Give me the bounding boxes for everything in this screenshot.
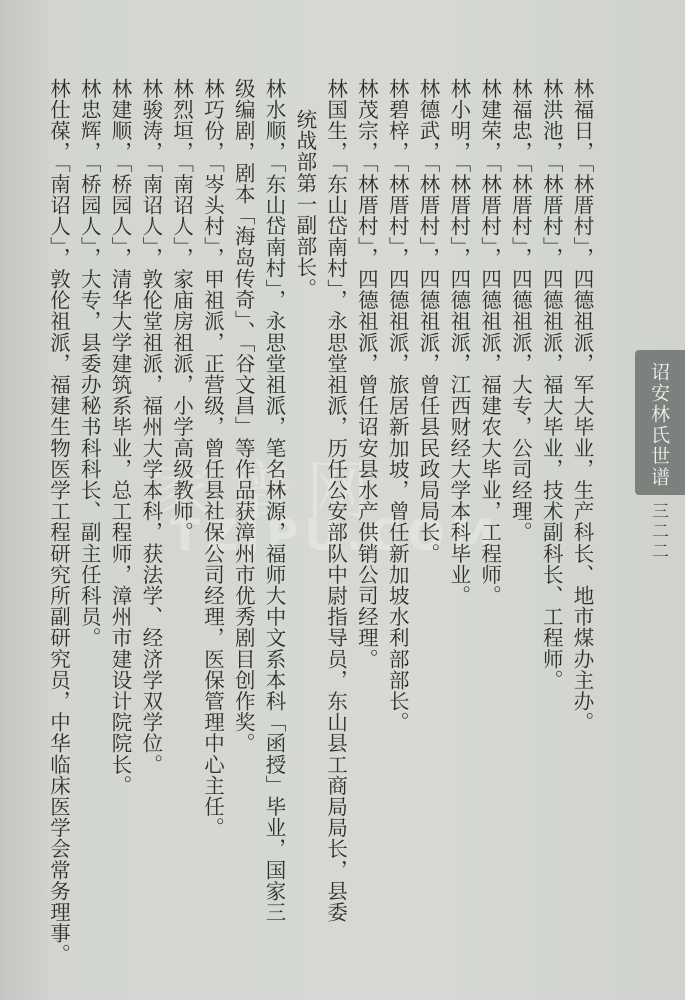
watermark-url: TZJPU.COM <box>170 510 501 561</box>
entry-9: 林国生，「东山岱南村」，永思堂祖派，历任公安部队中尉指导员，东山县工商局局长，县委 <box>323 78 348 923</box>
book-title: 诏安林氏世谱 <box>648 362 670 488</box>
entry-13: 林骏涛，「南诏人」，敦伦堂祖派，福州大学本科，获法学、经济学双学位。 <box>138 78 163 775</box>
entry-3: 林福忠，「林厝村」，四德祖派，大专，公司经理。 <box>508 78 533 543</box>
entry-12: 林烈垣，「南诏人」，家庙房祖派，小学高级教师。 <box>169 78 194 543</box>
entry-4: 林建荣，「林厝村」，四德祖派，福建农大毕业，工程师。 <box>477 78 502 607</box>
genealogy-text <box>43 78 597 978</box>
entry-8: 林茂宗，「林厝村」，四德祖派，曾任诏安县水产供销公司经理。 <box>354 78 379 670</box>
entry-14: 林建顺，「桥园人」，清华大学建筑系毕业，总工程师，漳州市建设计院院长。 <box>108 78 133 796</box>
entry-1: 林福日，「林厝村」，四德祖派，军大毕业，生产科长、地市煤办主办。 <box>570 78 594 733</box>
entry-15: 林忠辉，「桥园人」，大专，县委办秘书科科长、副主任科员。 <box>77 78 102 649</box>
watermark: 家谱网 <box>150 455 384 529</box>
entry-10-continuation: 级编剧，剧本「海岛传奇」、「谷文昌」等作品获漳州市优秀剧目创作奖。 <box>231 78 256 754</box>
entry-7: 林碧梓，「林厝村」，四德祖派，旅居新加坡，曾任新加坡水利部部长。 <box>385 78 410 733</box>
page-number: 三二二 <box>648 502 668 562</box>
entry-9-continuation: 统战部第一副部长。 <box>292 109 317 299</box>
entry-6: 林德武，「林厝村」，四德祖派，曾任县民政局局长。 <box>416 78 441 564</box>
entry-5: 林小明，「林厝村」，四德祖派，江西财经大学本科毕业。 <box>446 78 471 607</box>
entry-11: 林巧份，「岑头村」，甲祖派，正营级，曾任县社保公司经理，医保管理中心主任。 <box>200 78 225 839</box>
entry-10: 林水顺，「东山岱南村」，永思堂祖派，笔名林源，福师大中文系本科「函授」毕业，国家三 <box>262 78 287 923</box>
entry-16: 林仕葆，「南诏人」，敦伦祖派，福建生物医学工程研究所副研究员，中华临床医学会常务理事。 <box>46 78 71 965</box>
entry-2: 林洪池，「林厝村」，四德祖派，福大毕业，技术副科长、工程师。 <box>539 78 564 691</box>
